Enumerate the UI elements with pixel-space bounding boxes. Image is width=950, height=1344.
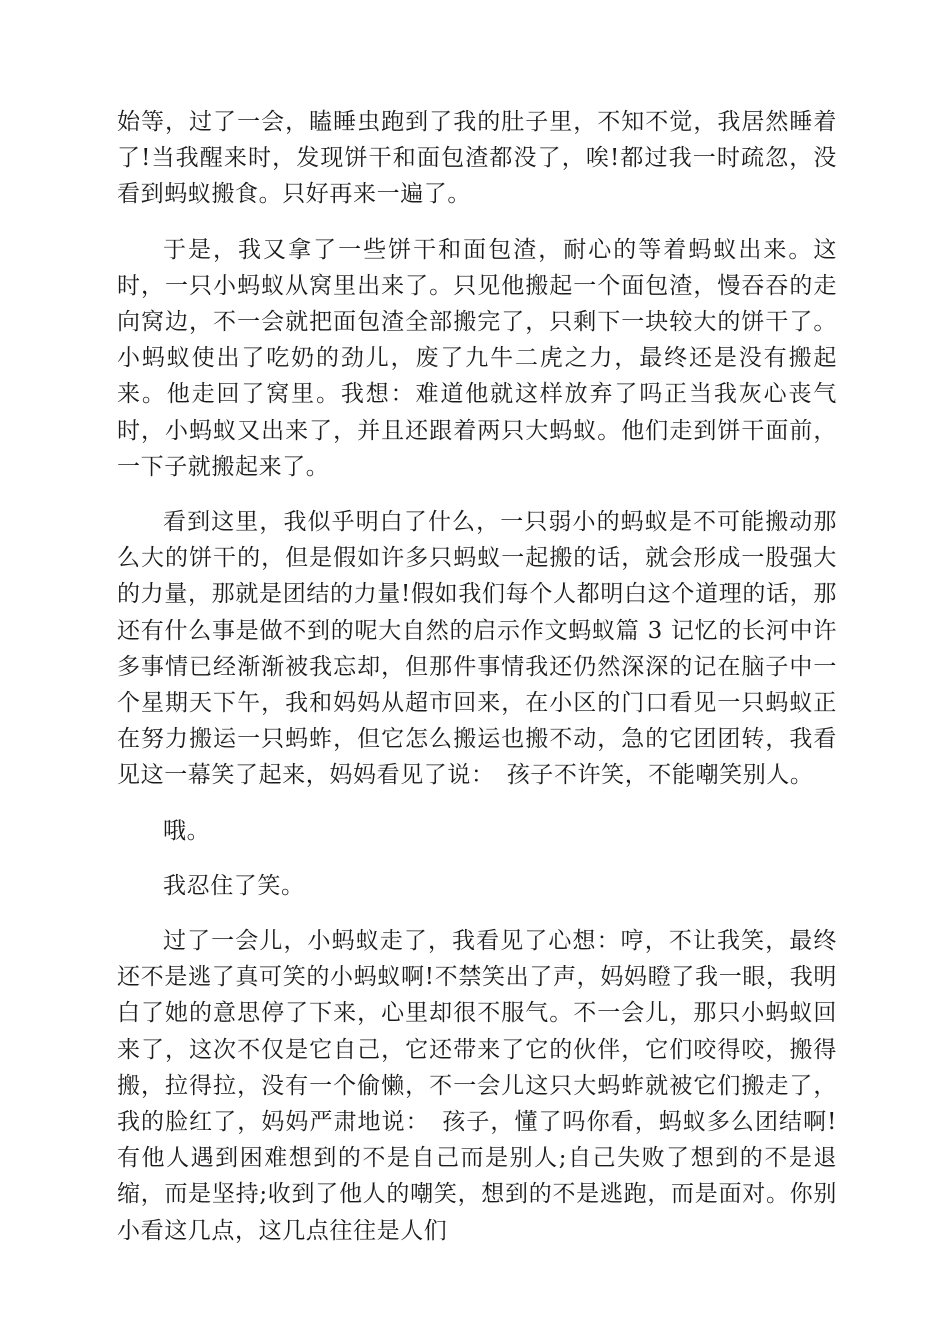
document-page [117,104,837,1268]
paragraph-4: 哦。 [163,817,211,844]
paragraph-2: 于是，我又拿了一些饼干和面包渣，耐心的等着蚂蚁出来。这时，一只小蚂蚁从窝里出来了。只见他搬起一个面包渣，慢吞吞的走向窝边，不一会就把面包渣全部搬完了，只剩下一块较大的饼干了。小蚂蚁使出了吃奶的劲儿，废了九牛二虎之力，最终还是没有搬起来。他走回了窝里。我想：难道他就这样放弃了吗正当我灰心丧气时，小蚂蚁又出来了，并且还跟着两只大蚂蚁。他们走到饼干面前，一下子就搬起来了。 [117,236,837,480]
paragraph-1: 始等，过了一会，瞌睡虫跑到了我的肚子里，不知不觉，我居然睡着了!当我醒来时，发现饼干和面包渣都没了，唉!都过我一时疏忽，没看到蚂蚁搬食。只好再来一遍了。 [117,109,837,208]
paragraph-6: 过了一会儿，小蚂蚁走了，我看见了心想：哼，不让我笑，最终还不是逃了真可笑的小蚂蚁啊!不禁笑出了声，妈妈瞪了我一眼，我明白了她的意思停了下来，心里却很不服气。不一会儿，那只小蚂蚁回来了，这次不仅是它自己，它还带来了它的伙伴，它们咬得咬，搬得搬，拉得拉，没有一个偷懒，不一会儿这只大蚂蚱就被它们搬走了，我的脸红了，妈妈严肃地说： 孩子，懂了吗你看，蚂蚁多么团结啊!有他人遇到困难想到的不是自己而是别人;自己失败了想到的不是退缩，而是坚持;收到了他人的嘲笑，想到的不是逃跑，而是面对。你别小看这几点，这几点往往是人们 [117,928,837,1244]
paragraph-5: 我忍住了笑。 [163,872,305,899]
paragraph-3: 看到这里，我似乎明白了什么，一只弱小的蚂蚁是不可能搬动那么大的饼干的，但是假如许多只蚂蚁一起搬的话，就会形成一股强大的力量，那就是团结的力量!假如我们每个人都明白这个道理的话，那还有什么事是做不到的呢大自然的启示作文蚂蚁篇 3 记忆的长河中许多事情已经渐渐被我忘却，但那件事情我还仍然深深的记在脑子中一个星期天下午，我和妈妈从超市回来，在小区的门口看见一只蚂蚁正在努力搬运一只蚂蚱，但它怎么搬运也搬不动，急的它团团转，我看见这一幕笑了起来，妈妈看见了说： 孩子不许笑，不能嘲笑别人。 [117,509,837,789]
